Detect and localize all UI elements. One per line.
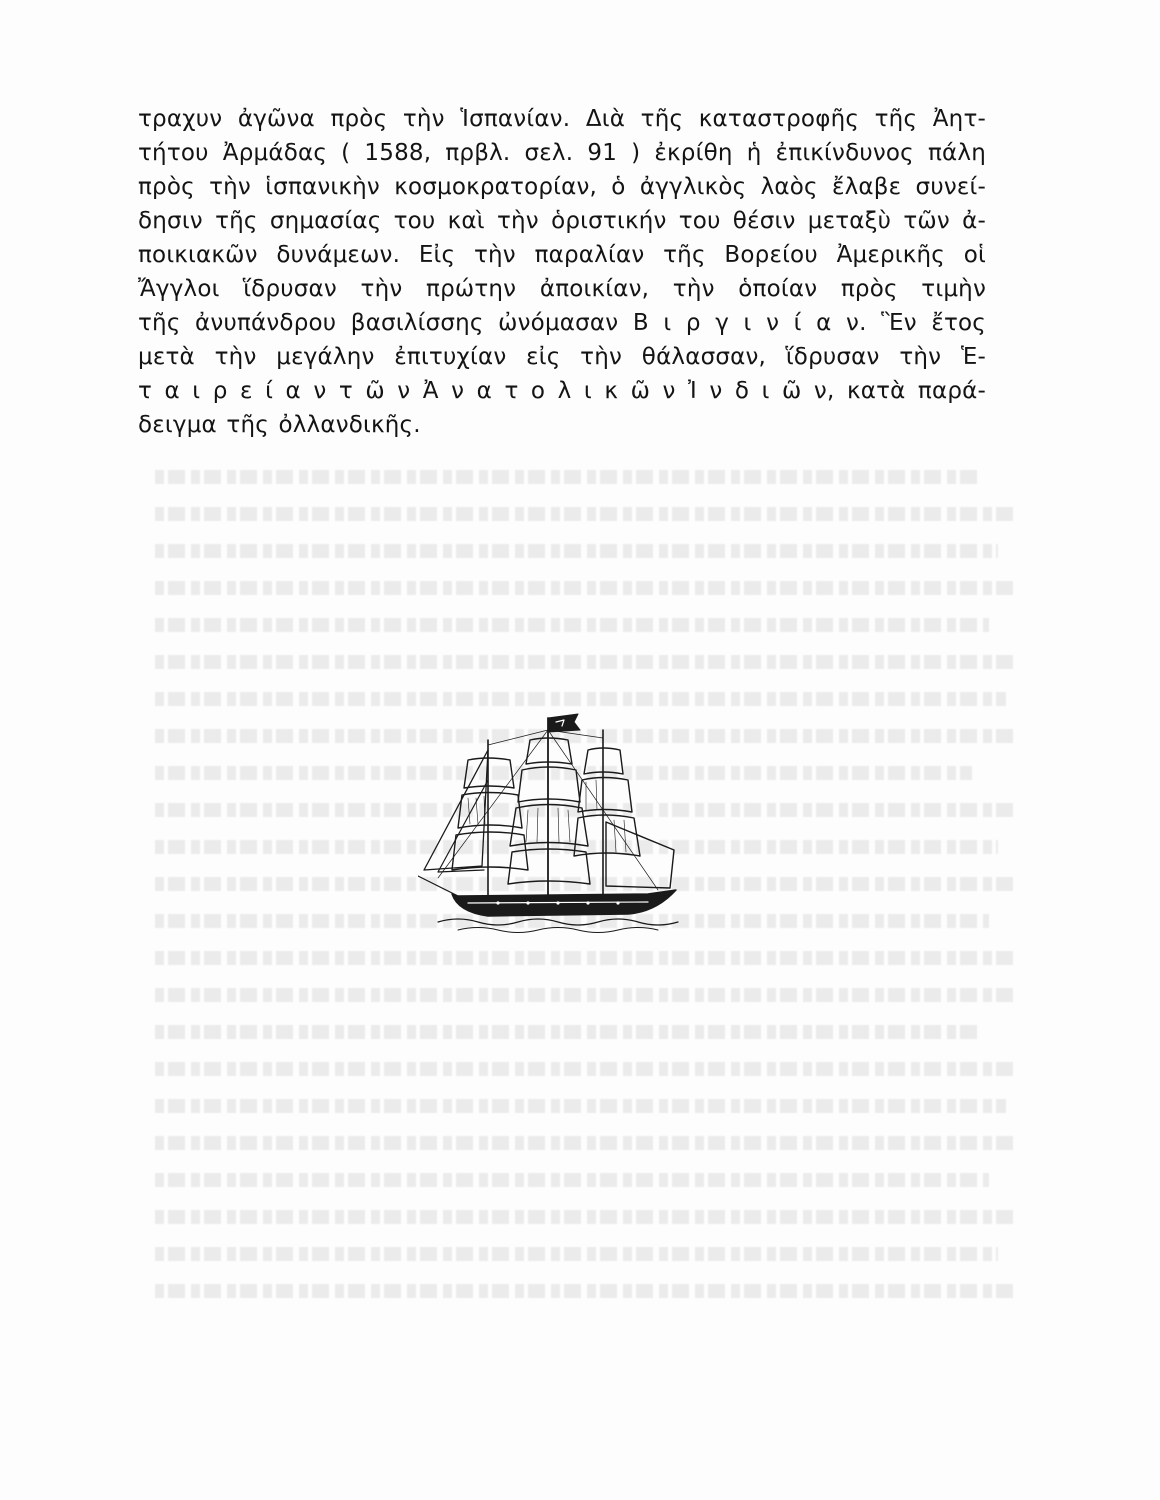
text-line: μετὰ τὴν μεγάλην ἐπιτυχίαν εἰς τὴν θάλασσαν, ἵδρυσαν τὴν Ἑ- [138, 344, 986, 370]
text-line: τῆς ἀνυπάνδρου βασιλίσσης ὠνόμασαν Β ι ρ γ ι ν ί α ν. Ἓν ἔτος [138, 310, 986, 336]
text-line: τήτου Ἀρμάδας ( 1588, πρβλ. σελ. 91 ) ἐκρίθη ἡ ἐπικίνδυνος πάλη [138, 140, 986, 166]
text-line: τραχυν ἀγῶνα πρὸς τὴν Ἱσπανίαν. Διὰ τῆς καταστροφῆς τῆς Ἀητ- [138, 106, 986, 132]
text-line: Ἄγγλοι ἵδρυσαν τὴν πρώτην ἀποικίαν, τὴν ὁποίαν πρὸς τιμὴν [138, 276, 986, 302]
text-line: τ α ι ρ ε ί α ν τ ῶ ν Ἀ ν α τ ο λ ι κ ῶ ν Ἰ ν δ ι ῶ ν, κατὰ παρά- [138, 378, 986, 404]
text-line: δησιν τῆς σημασίας του καὶ τὴν ὁριστικήν του θέσιν μεταξὺ τῶν ἀ- [138, 208, 986, 234]
sailing-ship-icon [418, 700, 698, 940]
text-line: δειγμα τῆς ὀλλανδικῆς. [138, 412, 421, 438]
text-line: πρὸς τὴν ἱσπανικὴν κοσμοκρατορίαν, ὁ ἀγγλικὸς λαὸς ἔλαβε συνεί- [138, 174, 986, 200]
text-line: ποικιακῶν δυνάμεων. Εἰς τὴν παραλίαν τῆς Βορείου Ἀμερικῆς οἱ [138, 242, 986, 268]
body-text [138, 102, 986, 442]
